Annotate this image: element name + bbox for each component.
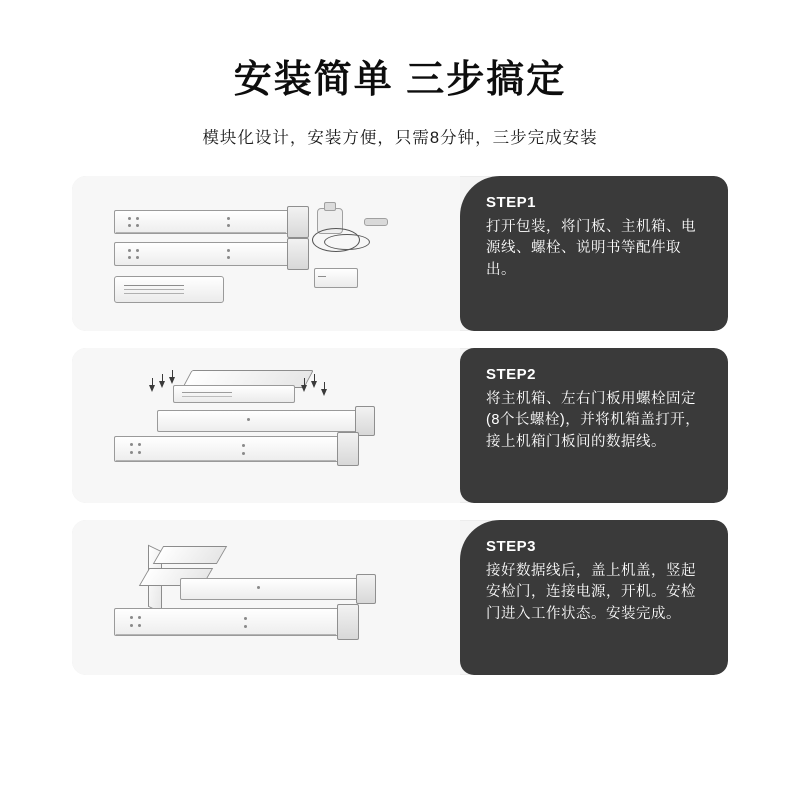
assembly-arrow [314, 374, 315, 381]
step3-text-panel [460, 520, 728, 675]
bolt-hole-dot [227, 249, 230, 252]
controller-box-front [173, 385, 295, 403]
door-panel-rail [114, 210, 291, 234]
assembly-arrow [149, 385, 155, 392]
assembly-arrow [159, 381, 165, 388]
step2-illustration [72, 348, 460, 503]
rail-edge-line [116, 634, 336, 635]
rail-edge-line [116, 232, 286, 233]
step-card [72, 348, 728, 503]
assembly-arrow [301, 385, 307, 392]
step-label: STEP1 [486, 193, 537, 211]
door-panel-rail [114, 436, 341, 462]
controller-slot-line [182, 392, 232, 393]
bolt-hole-dot [128, 224, 131, 227]
assembly-arrow [162, 374, 163, 381]
rail-end-cap [337, 604, 359, 640]
page-header [0, 0, 800, 148]
bolt-hole-dot [128, 217, 131, 220]
door-panel-rail [157, 410, 359, 432]
step-label: STEP2 [486, 365, 537, 383]
bolt-hole-dot [227, 217, 230, 220]
step3-illustration [72, 520, 460, 675]
step-description: 打开包装，将门板、主机箱、电源线、螺栓、说明书等配件取出。 [486, 218, 696, 279]
rail-end-cap [287, 206, 309, 238]
bolt-hole-dot [130, 443, 133, 446]
manual-booklet [314, 268, 358, 288]
bolt-hole-dot [227, 224, 230, 227]
step-card [72, 176, 728, 331]
bolt-hole-dot [128, 249, 131, 252]
bolt-hole-dot [130, 616, 133, 619]
machine-cover-panel [153, 546, 227, 564]
step2-text-panel [460, 348, 728, 503]
bolt-hole-dot [136, 217, 139, 220]
assembly-arrow [152, 378, 153, 385]
bolt-hole-dot [227, 256, 230, 259]
door-panel-rail [114, 242, 291, 266]
assembly-arrow [311, 381, 317, 388]
assembly-arrow [321, 389, 327, 396]
assembly-arrow [169, 377, 175, 384]
assembly-arrow [304, 378, 305, 385]
adapter-prong-icon [324, 202, 336, 211]
power-cable-icon [324, 234, 370, 250]
bolt-hole-dot [242, 444, 245, 447]
bolt-hole-dot [138, 624, 141, 627]
controller-slot-line [124, 293, 184, 294]
bolt-hole-dot [136, 249, 139, 252]
bolt-hole-dot [130, 451, 133, 454]
assembly-arrow [172, 370, 173, 377]
page-title: 安装简单 三步搞定 [233, 59, 567, 101]
step1-text-panel [460, 176, 728, 331]
controller-slot-line [124, 285, 184, 286]
bolt-hole-dot [138, 616, 141, 619]
step-label: STEP3 [486, 537, 537, 555]
step1-illustration [72, 176, 460, 331]
bolt-hole-dot [130, 624, 133, 627]
page-subtitle: 模块化设计，安装方便，只需8分钟，三步完成安装 [202, 128, 598, 147]
door-panel-rail [180, 578, 360, 600]
rail-end-cap [355, 406, 375, 436]
rail-end-cap [337, 432, 359, 466]
bolt-hole-dot [244, 625, 247, 628]
controller-slot-line [124, 289, 184, 290]
step-description: 接好数据线后，盖上机盖，竖起安检门，连接电源，开机。安检门进入工作状态。安装完成。 [486, 562, 696, 623]
step-description: 将主机箱、左右门板用螺栓固定(8个长螺栓)，并将机箱盖打开，接上机箱门板间的数据线。 [486, 390, 701, 451]
rail-edge-line [116, 460, 336, 461]
rail-end-cap [356, 574, 376, 604]
steps-list [0, 176, 800, 675]
bolt-hole-dot [128, 256, 131, 259]
bolt-hole-dot [138, 451, 141, 454]
door-panel-rail [114, 608, 341, 636]
bolt-hole-dot [244, 617, 247, 620]
rail-end-cap [287, 238, 309, 270]
assembly-arrow [324, 382, 325, 389]
bolt-hole-dot [257, 586, 260, 589]
bolt-hole-dot [138, 443, 141, 446]
cable-connector-icon [364, 218, 388, 226]
booklet-line [318, 276, 326, 277]
controller-slot-line [182, 396, 232, 397]
step-card [72, 520, 728, 675]
bolt-hole-dot [136, 224, 139, 227]
bolt-hole-dot [242, 452, 245, 455]
bolt-hole-dot [136, 256, 139, 259]
bolt-hole-dot [247, 418, 250, 421]
